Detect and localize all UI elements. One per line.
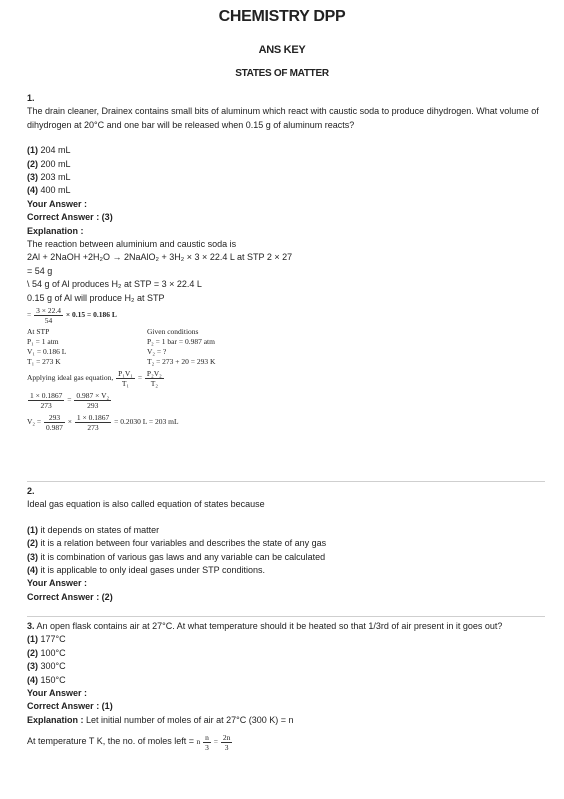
your-answer: Your Answer : — [27, 688, 88, 699]
option-3: (3) 203 mL — [27, 172, 71, 183]
divider — [27, 481, 545, 482]
topic-title: STATES OF MATTER — [235, 68, 329, 79]
option-1: (1) it depends on states of matter — [27, 524, 160, 535]
moles-left-expression: n $\frac{n}{3}$ = $\frac{2n}{3}$ — [196, 733, 231, 753]
moles-left-line: At temperature T K, the no. of moles left = n $\frac{n}{3}$ = $\frac{2n}{3}$ — [27, 733, 547, 752]
page-subtitle: ANS KEY — [258, 44, 306, 56]
question-text: The drain cleaner, Drainex contains small bits of aluminum which react with caustic soda to produce dihydrogen. What volume of dihydrogen at 20°C and one bar will be released when 0.15 g of aluminum reacts? — [27, 106, 539, 130]
explanation-line: 0.15 g of Al will produce H₂ at STP — [27, 292, 165, 303]
question-1 — [27, 92, 547, 432]
question-3 — [27, 620, 547, 752]
option-2: (2) 100°C — [27, 647, 66, 658]
correct-answer: Correct Answer : (2) — [27, 591, 113, 602]
explanation-line: \ 54 g of Al produces H₂ at STP = 3 × 22.4 L — [27, 279, 202, 290]
question-number: 1. — [27, 93, 35, 103]
stp-conditions: At STP P₁ = 1 atm V₁ = 0.186 L T₁ = 273 K — [27, 327, 67, 367]
option-2: (2) 200 mL — [27, 158, 71, 169]
substitution-step: $\frac{1 \times 0.1867}{273}$ = $\frac{\text{0.987 × V₂}}{293}$ — [30, 391, 110, 411]
option-4: (4) 150°C — [27, 674, 66, 685]
reaction-equation: 2Al + 2NaOH +2H₂O → 2NaAlO₂ + 3H₂ × 3 × 22.4 L at STP 2 × 27 — [27, 252, 293, 263]
option-3: (3) it is combination of various gas laws and any variable can be calculated — [27, 551, 326, 562]
divider — [27, 616, 545, 617]
question-text: Ideal gas equation is also called equation of states because — [27, 499, 265, 510]
correct-answer: Correct Answer : (1) — [27, 701, 113, 712]
ideal-gas-equation: Applying ideal gas equation, $\frac{\text{P₁V₁}}{\text{T₁}}$ = $\frac{\text{P₂V₂}}{\text{T₂}}$ — [27, 369, 162, 389]
question-text: 3. An open flask contains air at 27°C. At what temperature should it be heated so that 1/3rd of air present in it goes out? — [27, 621, 503, 631]
question-2 — [27, 485, 547, 604]
given-conditions: Given conditions P₂ = 1 bar = 0.987 atm V₂ = ? T₂ = 273 + 20 = 293 K — [147, 327, 216, 367]
option-4: (4) it is applicable to only ideal gases under STP conditions. — [27, 565, 265, 576]
page-title: CHEMISTRY DPP — [218, 8, 346, 25]
option-4: (4) 400 mL — [27, 185, 71, 196]
conditions-table — [27, 327, 547, 367]
explanation-line: = 54 g — [27, 265, 53, 276]
option-1: (1) 204 mL — [27, 145, 71, 156]
your-answer: Your Answer : — [27, 578, 88, 589]
volume-calculation: = $\frac{3 \times 22.4}{54}$ × 0.15 = 0.186 L — [27, 306, 117, 326]
option-2: (2) it is a relation between four variables and describes the state of any gas — [27, 538, 327, 549]
your-answer: Your Answer : — [27, 198, 88, 209]
explanation-label: Explanation : — [27, 225, 84, 236]
explanation-line: The reaction between aluminium and caustic soda is — [27, 239, 237, 250]
final-volume: V₂ = $\frac{293}{0.987}$ × $\frac{1 \times 0.1867}{273}$ = 0.2030 L = 203 mL — [27, 413, 179, 433]
explanation: Explanation : Let initial number of moles of air at 27°C (300 K) = n — [27, 714, 294, 725]
option-3: (3) 300°C — [27, 661, 66, 672]
correct-answer: Correct Answer : (3) — [27, 212, 113, 223]
question-number: 2. — [27, 486, 35, 496]
option-1: (1) 177°C — [27, 634, 66, 645]
